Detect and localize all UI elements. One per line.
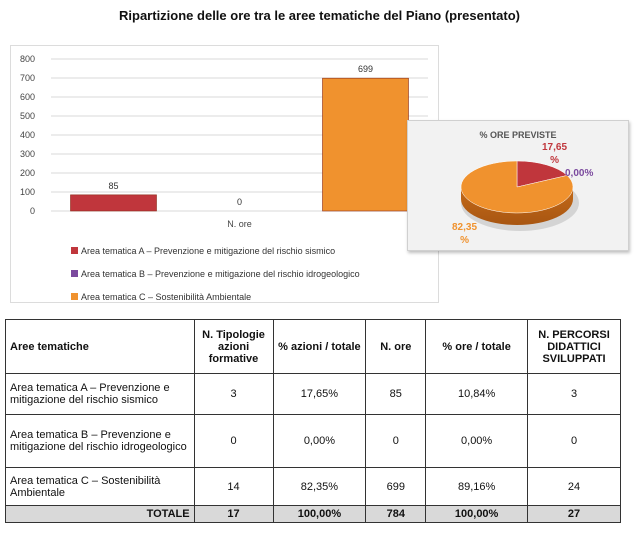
table-row [6, 374, 621, 415]
bar-chart-legend [71, 239, 360, 308]
pie-label-c-value: 82,35 [452, 222, 478, 233]
y-tick-label: 0 [29, 206, 35, 216]
table-header-cell: N. ore [366, 320, 426, 374]
legend-swatch-b [71, 270, 78, 277]
bar-data-label: 699 [357, 64, 374, 75]
legend-swatch-a [71, 247, 78, 254]
y-tick-label: 600 [19, 92, 35, 102]
table-cell: 10,84% [426, 374, 528, 415]
table-cell: 0 [366, 415, 426, 468]
pie-label-c-unit: % [460, 235, 469, 246]
table-cell: Area tematica C – Sostenibilità Ambientale [6, 468, 195, 506]
y-tick-label: 500 [19, 111, 35, 121]
pie-label-a-unit: % [550, 155, 559, 166]
table-row [6, 415, 621, 468]
table-cell: Area tematica B – Prevenzione e mitigazione del rischio idrogeologico [6, 415, 195, 468]
table-cell: 0,00% [273, 415, 366, 468]
table-cell: 0 [528, 415, 621, 468]
table-cell: 89,16% [426, 468, 528, 506]
page-title: Ripartizione delle ore tra le aree tematiche del Piano (presentato) [119, 8, 520, 23]
table-total-row [6, 506, 621, 523]
table-total-cell: 17 [194, 506, 273, 523]
table-header-cell: % ore / totale [426, 320, 528, 374]
table-header-row [6, 320, 621, 374]
bar-data-label: 85 [108, 180, 119, 191]
table-cell: 85 [366, 374, 426, 415]
legend-label-c: Area tematica C – Sostenibilità Ambientale [81, 291, 252, 302]
legend-label-b: Area tematica B – Prevenzione e mitigazione del rischio idrogeologico [81, 268, 360, 279]
table-total-cell: 27 [528, 506, 621, 523]
y-tick-label: 300 [19, 149, 35, 159]
table-cell: Area tematica A – Prevenzione e mitigazione del rischio sismico [6, 374, 195, 415]
legend-item-a [71, 239, 360, 262]
table-total-label: TOTALE [6, 506, 195, 523]
table-header-cell: Aree tematiche [6, 320, 195, 374]
bar-1 [71, 195, 157, 211]
table-header-cell: % azioni / totale [273, 320, 366, 374]
table-cell: 17,65% [273, 374, 366, 415]
pie-chart [408, 121, 628, 250]
y-tick-label: 700 [19, 73, 35, 83]
table-cell: 0 [194, 415, 273, 468]
table-cell: 14 [194, 468, 273, 506]
y-tick-label: 400 [19, 130, 35, 140]
pie-label-c [452, 221, 477, 247]
pie-label-b: 0,00% [565, 168, 594, 179]
table-total-cell: 100,00% [273, 506, 366, 523]
table-header-cell: N. Tipologie azioni formative [194, 320, 273, 374]
table-cell: 3 [194, 374, 273, 415]
bar-3 [323, 78, 409, 211]
legend-item-b [71, 262, 360, 285]
y-tick-label: 200 [19, 168, 35, 178]
pie-label-a [542, 141, 567, 167]
y-tick-label: 100 [19, 187, 35, 197]
pie-title: % ORE PREVISTE [479, 130, 557, 140]
legend-item-c [71, 285, 360, 308]
pie-chart-box [407, 120, 629, 251]
summary-table [5, 319, 621, 523]
table-header-cell: N. PERCORSI DIDATTICI SVILUPPATI [528, 320, 621, 374]
table-cell: 3 [528, 374, 621, 415]
table-total-cell: 100,00% [426, 506, 528, 523]
bar-chart-frame [10, 45, 439, 303]
table-total-cell: 784 [366, 506, 426, 523]
table-cell: 82,35% [273, 468, 366, 506]
legend-label-a: Area tematica A – Prevenzione e mitigazione del rischio sismico [81, 245, 336, 256]
legend-swatch-c [71, 293, 78, 300]
y-tick-label: 800 [19, 54, 35, 64]
table-cell: 24 [528, 468, 621, 506]
table-cell: 699 [366, 468, 426, 506]
table-row [6, 468, 621, 506]
pie-label-a-value: 17,65 [542, 142, 568, 153]
x-category-label: N. ore [227, 219, 252, 229]
bar-data-label: 0 [236, 197, 243, 207]
table-cell: 0,00% [426, 415, 528, 468]
